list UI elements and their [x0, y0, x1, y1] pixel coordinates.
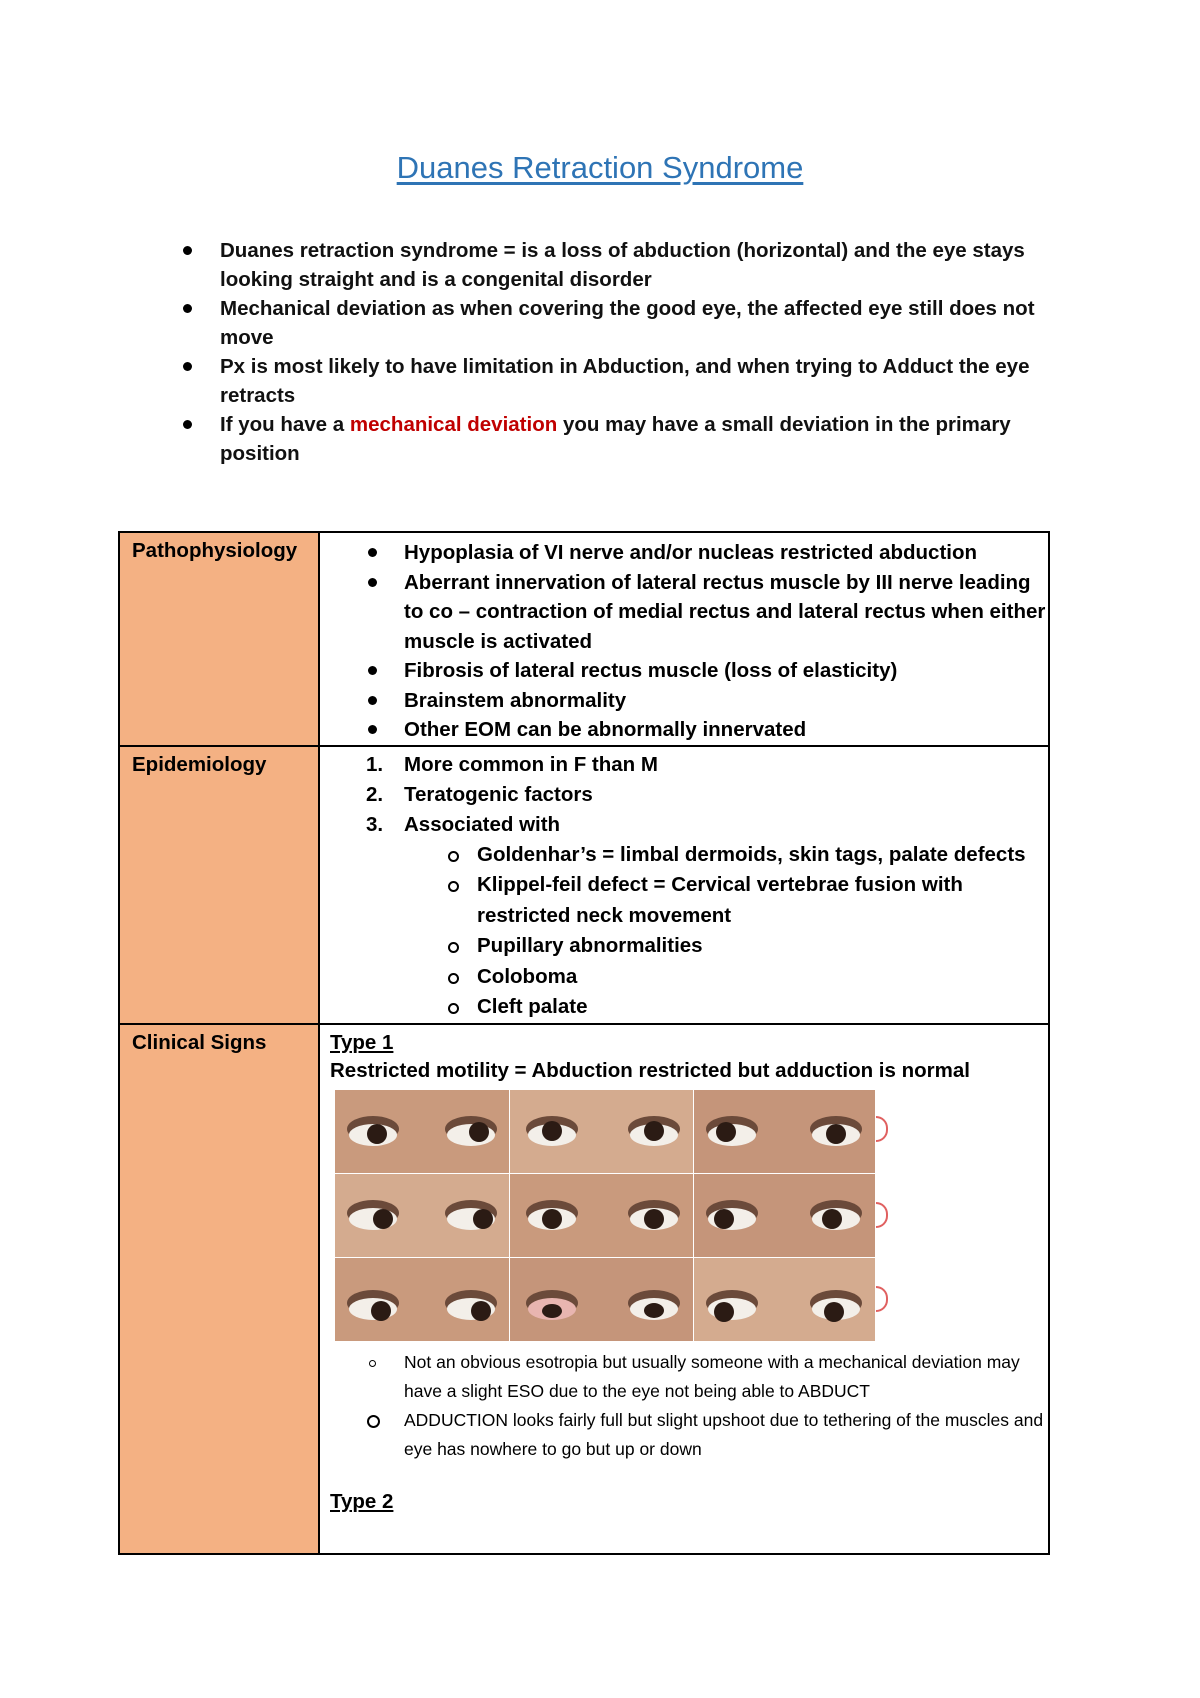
list-item: Brainstem abnormality	[320, 686, 1048, 716]
sub-list-item: Klippel-feil defect = Cervical vertebrae fusion with restricted neck movement	[404, 870, 1048, 931]
row-content	[319, 532, 1049, 746]
type1-heading: Type 1	[330, 1030, 394, 1054]
associated-list	[404, 840, 1048, 1023]
sub-list-item: Coloboma	[404, 962, 1048, 993]
eye-photo	[694, 1258, 876, 1342]
table-row-epidemiology	[119, 746, 1049, 1024]
intro-bullet: If you have a mechanical deviation you may have a small deviation in the primary position	[180, 410, 1060, 468]
pathophysiology-list	[320, 538, 1048, 745]
list-item: Aberrant innervation of lateral rectus muscle by III nerve leading to co – contraction of medial rectus and lateral rectus when either muscle is activated	[320, 568, 1048, 657]
annotation-mark	[876, 1116, 888, 1142]
eye-photo	[335, 1174, 510, 1258]
bullet-icon	[183, 420, 192, 429]
circle-bullet-icon	[448, 942, 459, 953]
circle-bullet-icon	[369, 1360, 376, 1367]
clinical-notes-list	[320, 1348, 1048, 1464]
bullet-icon	[368, 725, 377, 734]
row-label: Clinical Signs	[119, 1024, 319, 1554]
intro-bullet: Duanes retraction syndrome = is a loss of abduction (horizontal) and the eye stays looking straight and is a congenital disorder	[180, 236, 1060, 294]
sub-list-item: Pupillary abnormalities	[404, 931, 1048, 962]
note-item: ADDUCTION looks fairly full but slight upshoot due to tethering of the muscles and eye has nowhere to go but up or down	[320, 1406, 1048, 1464]
list-item: Fibrosis of lateral rectus muscle (loss of elasticity)	[320, 656, 1048, 686]
eye-photo	[510, 1258, 694, 1342]
bullet-icon	[368, 696, 377, 705]
annotation-mark	[876, 1202, 888, 1228]
row-content	[319, 746, 1049, 1024]
sub-list-item: Goldenhar’s = limbal dermoids, skin tags, palate defects	[404, 840, 1048, 871]
info-table	[118, 531, 1050, 1555]
bullet-icon	[368, 548, 377, 557]
eye-photo	[694, 1174, 876, 1258]
circle-bullet-icon	[448, 881, 459, 892]
bullet-icon	[183, 246, 192, 255]
bullet-icon	[368, 666, 377, 675]
intro-bullet: Mechanical deviation as when covering the good eye, the affected eye still does not move	[180, 294, 1060, 352]
row-content	[319, 1024, 1049, 1554]
eye-photo	[510, 1090, 694, 1174]
page-title: Duanes Retraction Syndrome	[396, 150, 804, 185]
eye-motility-photo-grid	[335, 1090, 876, 1342]
type2-heading: Type 2	[330, 1489, 394, 1513]
annotation-mark	[876, 1286, 888, 1312]
row-label: Pathophysiology	[119, 532, 319, 746]
epidemiology-list	[320, 750, 1048, 1023]
table-row-clinical-signs	[119, 1024, 1049, 1554]
eye-photo	[335, 1258, 510, 1342]
list-item: Hypoplasia of VI nerve and/or nucleas restricted abduction	[320, 538, 1048, 568]
circle-bullet-icon	[367, 1415, 380, 1428]
circle-bullet-icon	[448, 973, 459, 984]
intro-bullet-list	[180, 236, 1060, 468]
circle-bullet-icon	[448, 1003, 459, 1014]
list-item: Other EOM can be abnormally innervated	[320, 715, 1048, 745]
list-item: 3. Associated with Goldenhar’s = limbal dermoids, skin tags, palate defects Klippel-feil defect = Cervical vertebrae fusion with restricted neck movement Pupillary abnormalities Coloboma Cleft palate	[320, 810, 1048, 1023]
highlight-text: mechanical deviation	[349, 413, 558, 436]
sub-list-item: Cleft palate	[404, 992, 1048, 1023]
bullet-icon	[368, 578, 377, 587]
bullet-icon	[183, 304, 192, 313]
eye-photo	[510, 1174, 694, 1258]
list-item: 2. Teratogenic factors	[366, 782, 593, 806]
note-item: Not an obvious esotropia but usually someone with a mechanical deviation may have a slight ESO due to the eye not being able to ABDUCT	[320, 1348, 1048, 1406]
type1-description: Restricted motility = Abduction restricted but adduction is normal	[330, 1058, 970, 1082]
table-row-pathophysiology	[119, 532, 1049, 746]
eye-photo	[335, 1090, 510, 1174]
circle-bullet-icon	[448, 851, 459, 862]
list-item: 1. More common in F than M	[366, 752, 658, 776]
row-label: Epidemiology	[119, 746, 319, 1024]
eye-photo	[694, 1090, 876, 1174]
bullet-icon	[183, 362, 192, 371]
intro-bullet: Px is most likely to have limitation in Abduction, and when trying to Adduct the eye retracts	[180, 352, 1060, 410]
